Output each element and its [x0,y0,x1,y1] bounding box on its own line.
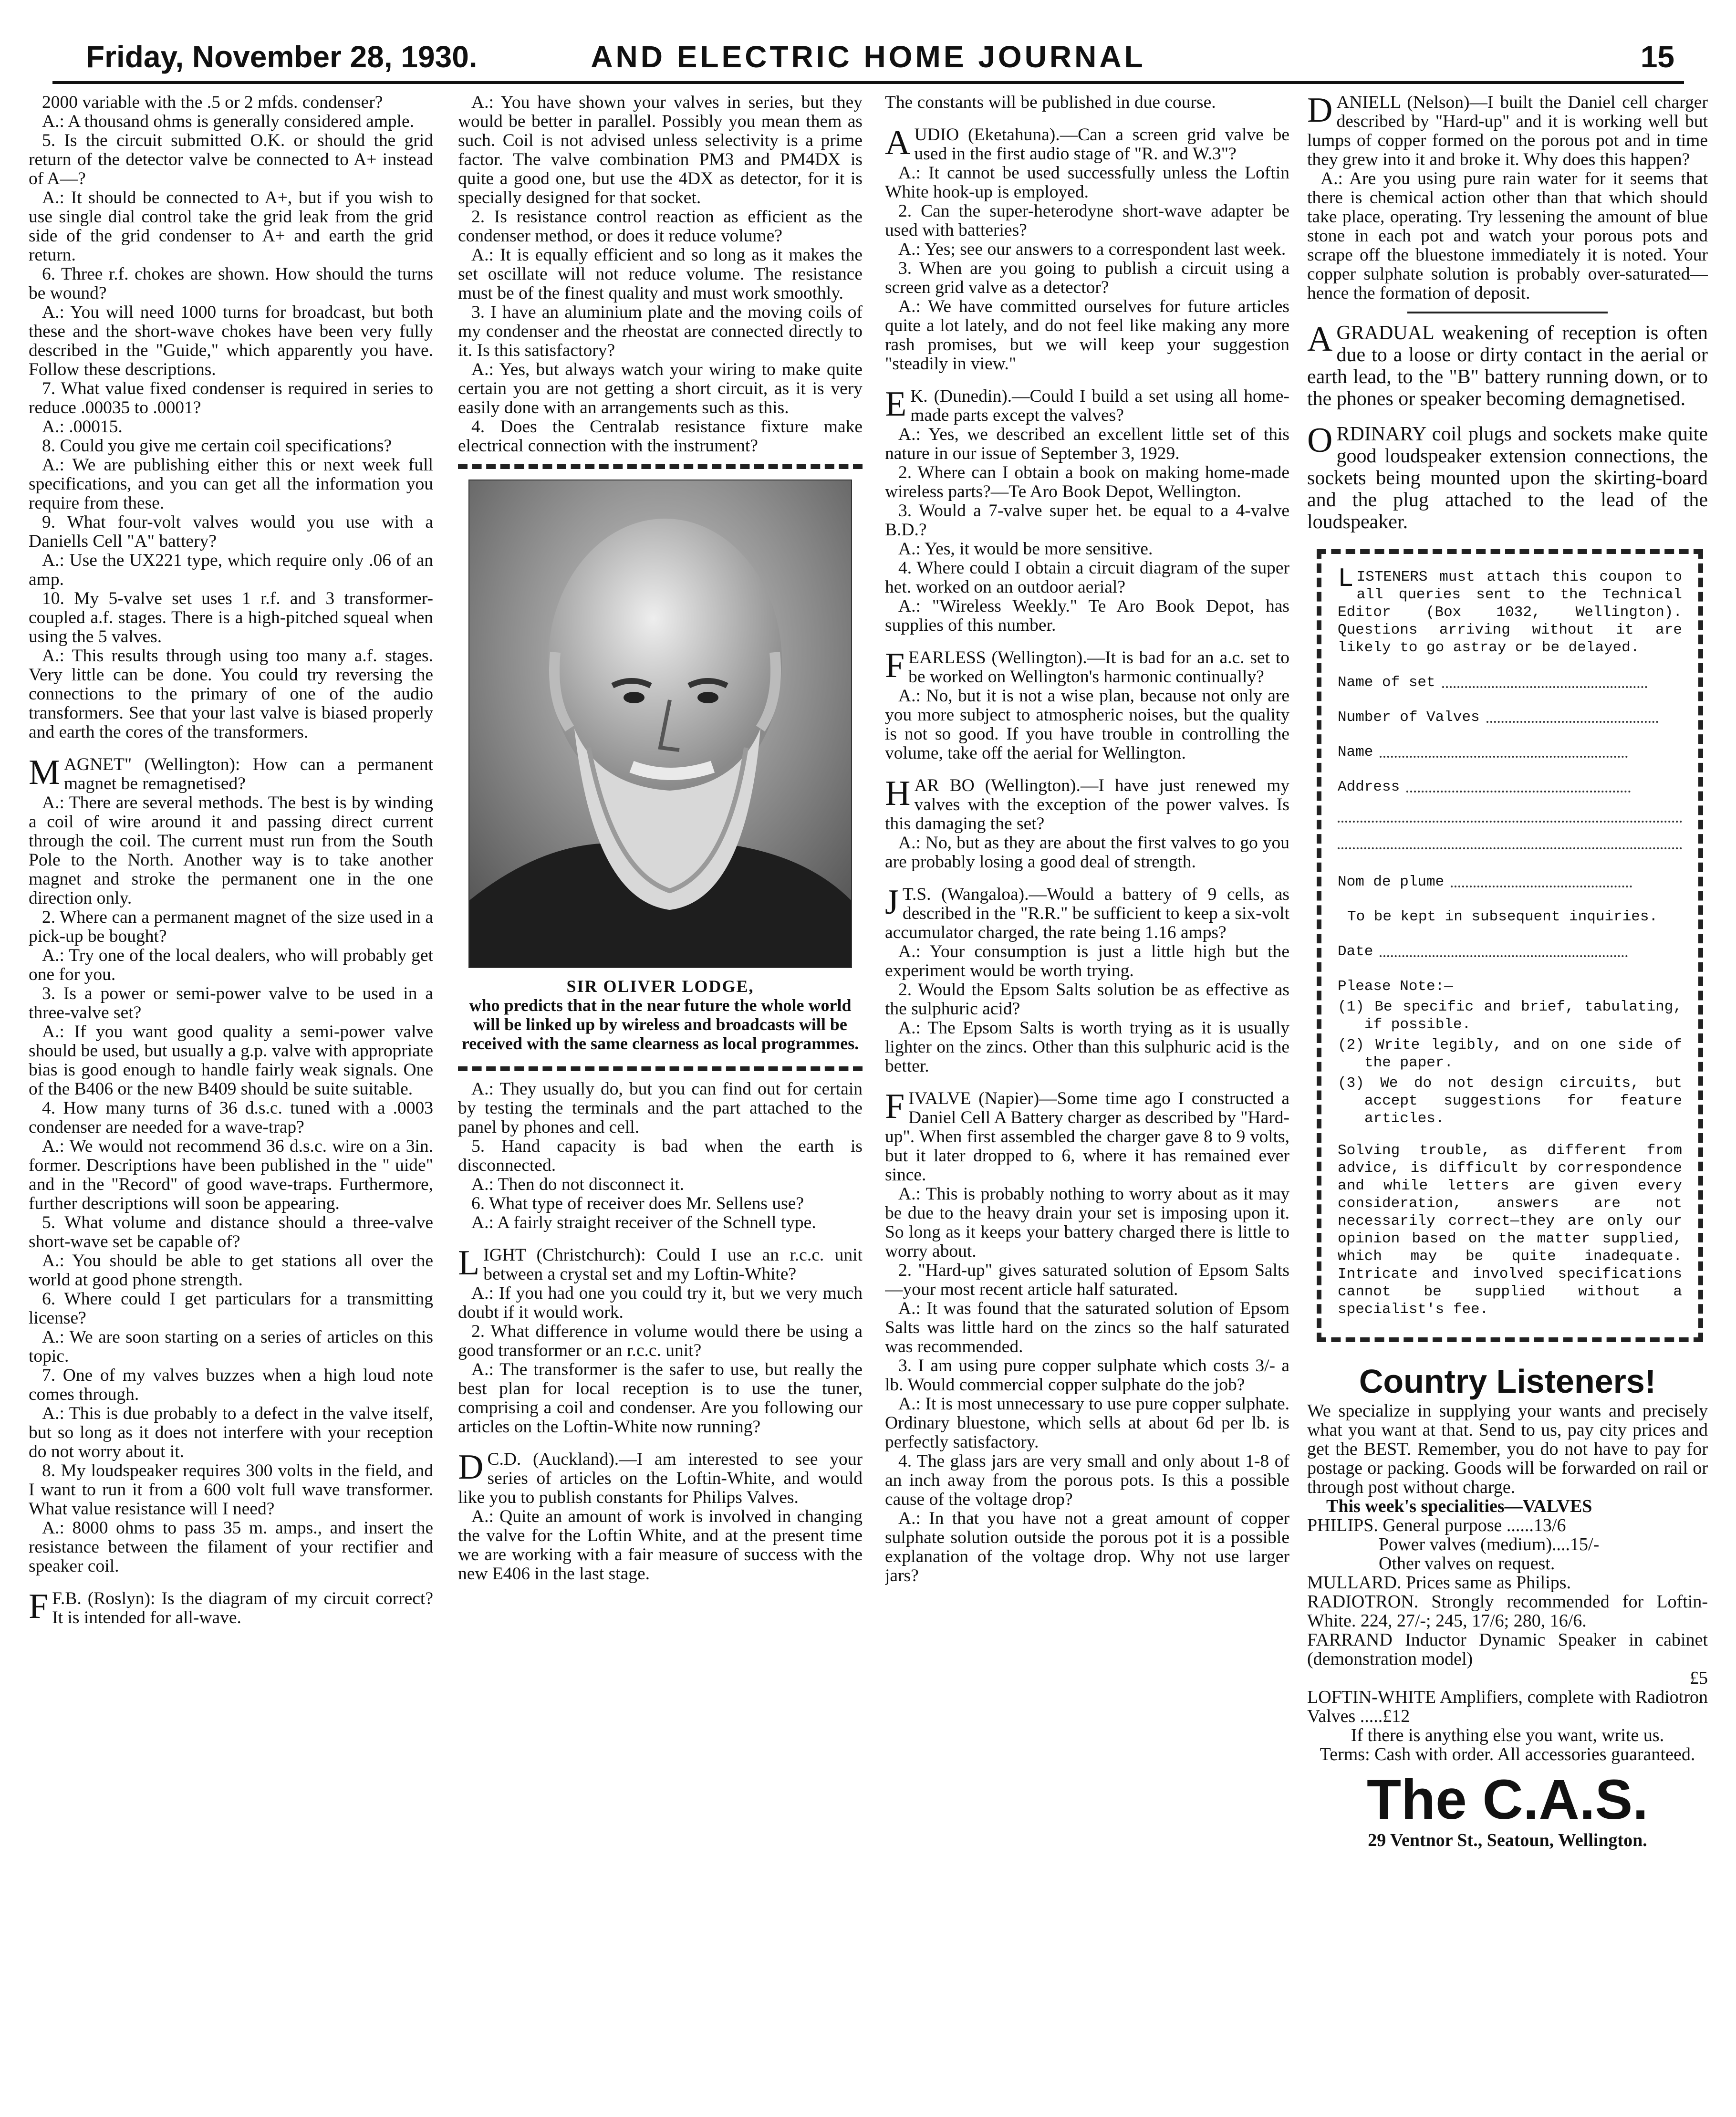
ad-farrand: FARRAND Inductor Dynamic Speaker in cabinet (demonstration model) [1307,1630,1708,1669]
paragraph: A.: Yes, it would be more sensitive. [898,539,1153,559]
paragraph: A.: This results through using too many a.f. stages. Very little can be done. You could try reversing the connections to the primary of one of the audio transformers. See that your last valve is biased properly and earth the cores of the transformers. [29,646,433,742]
paragraph: 2000 variable with the .5 or 2 mfds. condenser? [42,93,383,112]
paragraph: A.: The transformer is the safer to use, but really the best plan for local reception is to use the tuner, comprising a coil and condenser. Are you following our articles on the Loftin-White now running? [458,1360,863,1437]
drop-cap: L [1338,563,1354,594]
qa-list-col2-mid [458,1080,863,1232]
paragraph: A.: "Wireless Weekly." Te Aro Book Depot, has supplies of this number. [885,596,1289,635]
cas-advertisement [1307,1361,1708,1850]
coupon-kept-note: To be kept in subsequent inquiries. [1347,908,1658,925]
paragraph: A.: Quite an amount of work is involved in changing the valve for the Loftin White, and at the present time we are working with a fair measure of success with the new E406 in the last stage. [458,1507,863,1584]
paragraph: A.: We are soon starting on a series of articles on this topic. [29,1327,433,1366]
address-line[interactable] [1338,839,1682,849]
drop-cap: E [885,385,907,424]
paragraph: 8. Could you give me certain coil specifications? [42,436,392,456]
answer-list [885,942,1289,1076]
paragraph: A.: You should be able to get stations all over the world at good phone strength. [29,1251,433,1290]
query-text: IGHT (Christchurch): Could I use an r.c.c. unit between a crystal set and my Loftin-White? [483,1245,863,1284]
drop-cap: L [458,1243,480,1283]
ad-farrand-price: £5 [1690,1668,1708,1688]
query-text: AGNET" (Wellington): How can a permanent magnet be remagnetised? [63,755,433,793]
paragraph: A.: No, but as they are about the first valves to go you are probably losing a good deal of strength. [885,833,1289,872]
paragraph: 5. Is the circuit submitted O.K. or should the grid return of the detector valve be connected to A+ instead of A—? [29,131,433,188]
paragraph: A.: There are several methods. The best is by winding a coil of wire around it and passing direct current through the coil. The current must run from the South Pole to the North. Another way is to take another magnet and stroke the permanent one in the one direction only. [29,793,433,908]
paragraph: A.: It should be connected to A+, but if you wish to use single dial control take the grid leak from the grid side of the grid condenser to A+ and earth the grid return. [29,188,433,265]
paragraph: 4. Where could I obtain a circuit diagram of the super het. worked on an outdoor aerial? [885,558,1289,597]
ad-address: 29 Ventnor St., Seatoun, Wellington. [1368,1830,1647,1850]
paragraph: A.: You will need 1000 turns for broadcast, but both these and the short-wave chokes have been very fully described in the "Guide," which apparently you have. Follow these descriptions. [29,302,433,379]
query-text: UDIO (Eketahuna).—Can a screen grid valve be used in the first audio stage of "R. and W.3"? [914,125,1289,164]
ad-else: If there is anything else you want, write us. [1351,1725,1664,1745]
ad-title: Country Listeners! [1359,1363,1656,1400]
paragraph: A.: It is equally efficient and so long as it makes the set oscillate will not reduce volume. The resistance must be of the finest quality and must work smoothly. [458,245,863,303]
qa-list-col1 [29,93,433,742]
field-nom-de-plume[interactable] [1338,873,1682,891]
query-text: ANIELL (Nelson)—I built the Daniel cell charger described by "Hard-up" and it is working well but lumps of copper formed on the porous pot and in time they grew into it and broke it. Why does this happen? [1307,93,1708,169]
paragraph: 5. What volume and distance should a three-valve short-wave set be capable of? [29,1213,433,1251]
short-rule [1407,312,1608,313]
paragraph: 2. What difference in volume would there be using a good transformer or an r.c.c. unit? [458,1322,863,1360]
drop-cap: M [29,753,60,792]
paragraph: (1) Be specific and brief, tabulating, if possible. [1338,999,1682,1033]
drop-cap: A [1307,320,1333,359]
address-line[interactable] [1338,812,1682,823]
field-date[interactable] [1338,943,1682,960]
answer-list [885,687,1289,763]
paragraph: 3. I am using pure copper sulphate which costs 3/- a lb. Would commercial copper sulphate do the job? [885,1356,1289,1395]
qa-list-col2 [458,93,863,456]
paragraph: 2. Can the super-heterodyne short-wave adapter be used with batteries? [885,201,1289,240]
query-jts [885,885,1289,942]
caption-name: SIR OLIVER LODGE, [566,977,754,996]
query-text: K. (Dunedin).—Could I build a set using all home-made parts except the valves? [910,386,1289,425]
query-magnet [29,755,433,793]
query-coupon [1317,549,1703,1342]
answer-list [885,425,1289,635]
field-label: Number of Valves [1338,709,1480,726]
coupon-footer: Solving trouble, as different from advice, is difficult by correspondence and while letters are given every consideration, answers are not necessarily correct—they are only our opinion based on the matter supplied, which may be quite inadequate. Intricate and involved specifications cannot be supplied without a specialist's fee. [1338,1142,1682,1318]
drop-cap: F [885,646,905,685]
tip-text: GRADUAL weakening of reception is often due to a loose or dirty contact in the aerial or earth lead, to the "B" battery running down, or to the phones or speaker becoming demagnetised. [1307,322,1708,410]
coupon-intro [1338,563,1682,657]
paragraph: 6. What type of receiver does Mr. Sellens use? [471,1194,804,1213]
drop-cap: J [885,883,899,922]
issue-date: Friday, November 28, 1930. [86,40,478,74]
ad-terms: Terms: Cash with order. All accessories guaranteed. [1320,1744,1695,1764]
query-text: IVALVE (Napier)—Some time ago I constructed a Daniel Cell A Battery charger as described by "Hard-up". When first assembled the charger gave 8 to 9 volts, but it later dropped to 6, where it has remained ever since. [885,1089,1289,1185]
field-address[interactable] [1338,778,1682,796]
query-harbo [885,776,1289,834]
column-2 [458,93,863,2087]
divider [458,1066,863,1071]
ad-loftin-white: LOFTIN-WHITE Amplifiers, complete with Radiotron Valves .....£12 [1307,1687,1708,1726]
paragraph: A.: It is most unnecessary to use pure copper sulphate. Ordinary bluestone, which sells at about 6d per lb. is perfectly satisfactory. [885,1394,1289,1452]
divider [458,464,863,469]
field-label: Nom de plume [1338,874,1445,890]
ad-mullard: MULLARD. Prices same as Philips. [1307,1573,1571,1593]
paragraph: A.: A thousand ohms is generally considered ample. [42,112,415,131]
query-fearless [885,648,1289,687]
portrait-photo [468,480,852,968]
tip-gradual [1307,322,1708,410]
drop-cap: F [29,1587,49,1626]
query-audio [885,125,1289,164]
answer-list [29,793,433,1576]
paragraph: A.: A fairly straight receiver of the Schnell type. [471,1213,816,1232]
photo-caption [458,977,863,1053]
journal-title: AND ELECTRIC HOME JOURNAL [591,40,1146,74]
paragraph: A.: Yes, we described an excellent little set of this nature in our issue of September 3, 1929. [885,425,1289,463]
paragraph: 2. Would the Epsom Salts solution be as effective as the sulphuric acid? [885,980,1289,1019]
answer-list [1307,169,1708,303]
ad-philips-other: Other valves on request. [1379,1554,1555,1574]
paragraph: A.: Yes, but always watch your wiring to make quite certain you are not getting a short circuit, as it is very easily done with an arrangements such as this. [458,360,863,417]
paragraph: 3. Would a 7-valve super het. be equal to a 4-valve B.D.? [885,501,1289,540]
ad-company-name: The C.A.S. [1366,1768,1649,1831]
drop-cap: D [458,1448,484,1487]
paragraph: 6. Where could I get particulars for a transmitting license? [29,1289,433,1328]
note-list [1338,998,1682,1127]
drop-cap: A [885,123,911,162]
field-number-of-valves[interactable] [1338,709,1682,726]
query-light [458,1243,863,1284]
paragraph: A.: Then do not disconnect it. [471,1175,685,1194]
paragraph: 4. The glass jars are very small and only about 1-8 of an inch away from the porous pots. Is this a possible cause of the voltage drop? [885,1451,1289,1509]
paragraph: 2. Is resistance control reaction as efficient as the condenser method, or does it reduce volume? [458,207,863,246]
page-header [52,33,1684,84]
paragraph: A.: It cannot be used successfully unless the Loftin White hook-up is employed. [885,163,1289,202]
paragraph: 7. What value fixed condenser is required in series to reduce .00035 to .0001? [29,379,433,417]
paragraph: 5. Hand capacity is bad when the earth is disconnected. [458,1137,863,1175]
answer-list [885,834,1289,872]
paragraph: 2. Where can I obtain a book on making home-made wireless parts?—Te Aro Book Depot, Wellington. [885,463,1289,501]
ad-specials: This week's specialities—VALVES [1326,1496,1592,1516]
paragraph: A.: They usually do, but you can find out for certain by testing the terminals and the part attached to the panel by phones and cell. [458,1079,863,1137]
paragraph: A.: If you want good quality a semi-power valve should be used, but usually a g.p. valve with appropriate bias is good enough to handle fairly weak signals. One of the B406 or the new B409 should be suite suitable. [29,1022,433,1099]
paragraph: A.: We would not recommend 36 d.s.c. wire on a 3in. former. Descriptions have been published in the " uide" and in the "Record" of good wave-traps. Furthermore, further descriptions will soon be appearing. [29,1137,433,1213]
paragraph: 3. Is a power or semi-power valve to be used in a three-valve set? [29,984,433,1022]
paragraph: 10. My 5-valve set uses 1 r.f. and 3 transformer-coupled a.f. stages. There is a high-pitched squeal when using the 5 valves. [29,589,433,647]
query-text: T.S. (Wangaloa).—Would a battery of 9 cells, as described in the "R.R." be sufficient to keep a six-volt accumulator charged, the rate being 1.16 amps? [885,885,1289,942]
query-text: F.B. (Roslyn): Is the diagram of my circuit correct? It is intended for all-wave. [52,1589,433,1627]
paragraph: (2) Write legibly, and on one side of the paper. [1338,1037,1682,1071]
paragraph: A.: We are publishing either this or next week full specifications, and you can get all the information you require from these. [29,455,433,513]
paragraph: A.: Are you using pure rain water for it seems that there is chemical action other than that which should take place, operating. Try lessening the amount of blue stone in each pot and watch your porous pots and scrape off the bluestone immediately it is noted. Your copper sulphate solution is probably over-saturated—hence the formation of deposit. [1307,169,1708,303]
paragraph: A.: This is due probably to a defect in the valve itself, but so long as it does not interfere with your reception do not worry about it. [29,1404,433,1461]
paragraph: 7. One of my valves buzzes when a high loud note comes through. [29,1366,433,1404]
paragraph: A.: You have shown your valves in series, but they would be better in parallel. Possibly you mean them as such. Coil is not advised unless selectivity is a prime factor. The valve combination PM3 and PM4DX is quite a good one, but use the 4DX as detector, for it is specially designed for that socket. [458,93,863,208]
field-label: Name of set [1338,674,1435,691]
field-label: Date [1338,943,1373,960]
query-ek [885,387,1289,425]
paragraph: 2. Where can a permanent magnet of the size used in a pick-up be bought? [29,907,433,946]
answer-list [885,1185,1289,1585]
drop-cap: O [1307,421,1333,460]
column-1 [29,93,433,2087]
field-name[interactable] [1338,743,1682,761]
tip-ordinary [1307,423,1708,533]
tip-text: RDINARY coil plugs and sockets make quite good loudspeaker extension connections, the sockets being mounted upon the skirting-board and the plug attached to the lead of the loudspeaker. [1307,423,1708,533]
paragraph: A.: Try one of the local dealers, who will probably get one for you. [29,946,433,984]
paragraph: 3. When are you going to publish a circuit using a screen grid valve as a detector? [885,259,1289,297]
paragraph: 2. "Hard-up" gives saturated solution of Epsom Salts—your most recent article half saturated. [885,1261,1289,1299]
paragraph: A.: Your consumption is just a little high but the experiment would be worth trying. [885,942,1289,980]
drop-cap: D [1307,93,1333,130]
coupon-intro-text: ISTENERS must attach this coupon to all queries sent to the Technical Editor (Box 1032, Wellington). Questions arriving without it are likely to go astray or be delayed. [1338,569,1682,656]
query-ffb [29,1589,433,1627]
column-3 [885,93,1289,2087]
paragraph: 6. Three r.f. chokes are shown. How should the turns be wound? [29,264,433,303]
answer-continued: The constants will be published in due course. [885,93,1216,112]
field-label: Address [1338,779,1400,795]
ad-intro: We specialize in supplying your wants and precisely what you want at that. Send to us, pay city prices and get the BEST. Remember, you do not have to pay for postage or packing. Goods will be forwarded on rail or through post without charge. [1307,1401,1708,1497]
field-name-of-set[interactable] [1338,674,1682,691]
paragraph: A.: The Epsom Salts is worth trying as it is usually lighter on the zincs. Other than this sulphuric acid is the better. [885,1018,1289,1076]
paragraph: 8. My loudspeaker requires 300 volts in the field, and I want to run it from a 600 volt full wave transformer. What value resistance will I need? [29,1461,433,1519]
query-fivalve [885,1089,1289,1185]
paragraph: A.: It was found that the saturated solution of Epsom Salts was little hard on the zincs so the half saturated was recommended. [885,1299,1289,1356]
ad-radiotron: RADIOTRON. Strongly recommended for Loftin-White. 224, 27/-; 245, 17/6; 280, 16/6. [1307,1592,1708,1631]
query-text: C.D. (Auckland).—I am interested to see your series of articles on the Loftin-White, and would like you to publish constants for Philips Valves. [458,1450,863,1507]
caption-text: who predicts that in the near future the whole world will be linked up by wireless and broadcasts will be received with the same clearness as local programmes. [461,996,859,1053]
answer-list [458,1507,863,1584]
ad-philips-general: PHILIPS. General purpose ......13/6 [1307,1515,1566,1535]
paragraph: 9. What four-volt valves would you use with a Daniells Cell "A" battery? [29,512,433,551]
query-daniell [1307,93,1708,169]
paragraph: A.: We have committed ourselves for future articles quite a lot lately, and do not feel like making any more rash promises, but we will keep your suggestion "steadily in view." [885,297,1289,374]
query-text: AR BO (Wellington).—I have just renewed my valves with the exception of the power valves. Is this damaging the set? [885,776,1289,834]
paragraph: 3. I have an aluminium plate and the moving coils of my condenser and the rheostat are connected directly to it. Is this satisfactory? [458,302,863,360]
ad-philips-power: Power valves (medium)....15/- [1379,1534,1600,1554]
drop-cap: H [885,774,911,813]
paragraph: A.: 8000 ohms to pass 35 m. amps., and insert the resistance between the filament of your rectifier and speaker coil. [29,1518,433,1576]
paragraph: (3) We do not design circuits, but accept suggestions for feature articles. [1338,1075,1682,1127]
paragraph: 4. Does the Centralab resistance fixture make electrical connection with the instrument? [458,417,863,456]
paragraph: A.: Use the UX221 type, which require only .06 of an amp. [29,551,433,589]
drop-cap: F [885,1087,905,1126]
paragraph: A.: Yes; see our answers to a correspondent last week. [898,240,1286,259]
column-4 [1307,93,1708,2087]
answer-list [885,164,1289,374]
field-label: Name [1338,744,1373,761]
answer-list [458,1284,863,1437]
paragraph: A.: This is probably nothing to worry about as it may be due to the heavy drain your set is imposing upon it. So long as it keeps your battery charged there is little to worry about. [885,1184,1289,1261]
paragraph: 4. How many turns of 36 d.s.c. tuned with a .0003 condenser are needed for a wave-trap? [29,1098,433,1137]
page-number: 15 [1640,40,1674,74]
query-text: EARLESS (Wellington).—It is bad for an a.c. set to be worked on Wellington's harmonic continually? [908,648,1289,687]
paragraph: A.: .00015. [42,417,123,437]
paragraph: A.: If you had one you could try it, but we very much doubt if it would work. [458,1283,863,1322]
paragraph: A.: In that you have not a great amount of copper sulphate solution outside the porous pot it is a possible explanation of the voltage drop. Why not use larger jars? [885,1509,1289,1585]
paragraph: A.: No, but it is not a wise plan, because not only are you more subject to atmospheric noises, but the quality is not so good. If you have trouble in controlling the volume, take off the aerial for Wellington. [885,686,1289,763]
note-heading: Please Note:— [1338,978,1453,995]
query-dcd [458,1450,863,1507]
